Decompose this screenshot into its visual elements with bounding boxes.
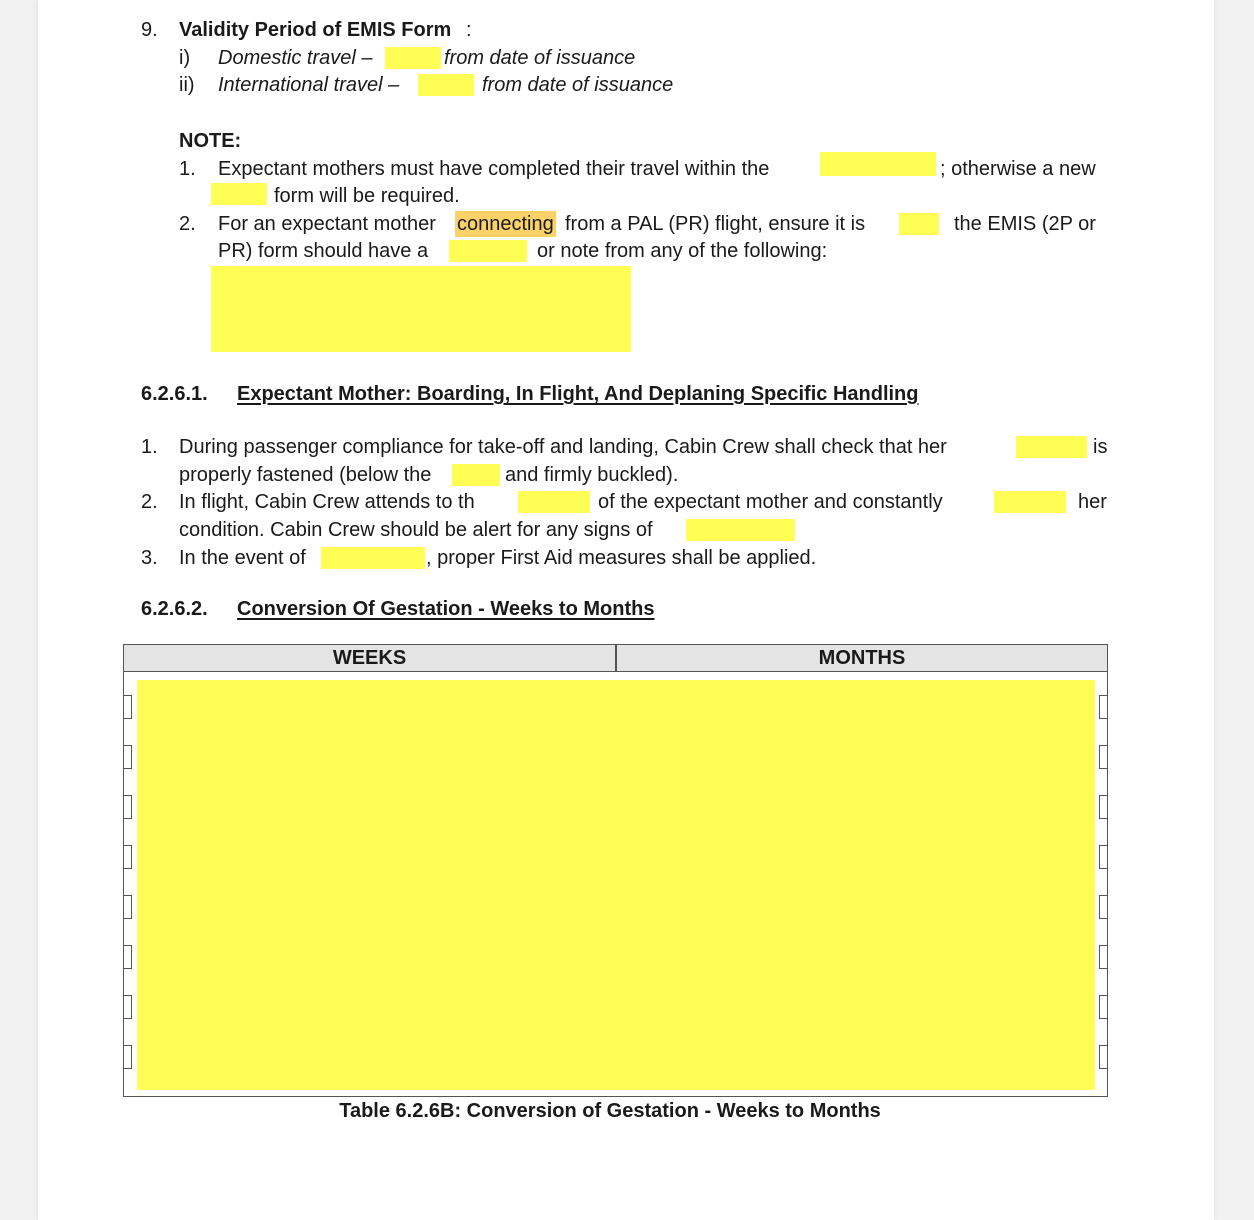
section-6261-number: 6.2.6.1.: [141, 383, 208, 405]
item-6261-1-line2-end: and firmly buckled).: [505, 464, 679, 486]
domestic-travel-num: i): [179, 47, 191, 69]
domestic-travel-label: Domestic travel –: [218, 47, 373, 69]
item-6261-2-line1-end: her: [1078, 491, 1107, 513]
table-row-border: [124, 995, 132, 1019]
item-6261-1-num: 1.: [141, 436, 158, 458]
domestic-travel-suffix: from date of issuance: [444, 47, 636, 69]
section-9-title: Validity Period of EMIS Form: [179, 19, 452, 41]
table-row-border: [124, 795, 132, 819]
table-row-border: [1099, 895, 1107, 919]
item-6261-3-line1-end: , proper First Aid measures shall be applied.: [426, 547, 817, 569]
international-travel-label: International travel –: [218, 74, 400, 96]
note-item-2-line1-end: the EMIS (2P or: [954, 213, 1096, 235]
table-row-border: [1099, 1045, 1107, 1069]
section-9-colon: :: [466, 19, 472, 41]
redaction-belt-position: [452, 464, 500, 486]
redaction-note-1-form: [211, 183, 267, 205]
note-item-2-num: 2.: [179, 213, 196, 235]
document-page: [38, 0, 1214, 1220]
redaction-note-2-document: [449, 240, 527, 262]
note-item-2-line2: PR) form should have a: [218, 240, 429, 262]
table-row-border: [124, 945, 132, 969]
redaction-note-1-period: [820, 152, 936, 176]
table-row-border: [1099, 845, 1107, 869]
note-item-1-line2: form will be required.: [274, 185, 460, 207]
item-6261-2-line2: condition. Cabin Crew should be alert for any signs of: [179, 519, 653, 541]
item-6261-3-line1: In the event of: [179, 547, 306, 569]
note-item-1-line1-end: ; otherwise a new: [940, 158, 1096, 180]
note-item-2-line2-end: or note from any of the following:: [537, 240, 828, 262]
redaction-domestic-period: [385, 47, 441, 69]
item-6261-2-line1: In flight, Cabin Crew attends to th: [179, 491, 475, 513]
table-header-months: MONTHS: [818, 647, 906, 669]
redaction-signs: [686, 519, 795, 541]
table-row-border: [124, 895, 132, 919]
highlight-connecting: connecting: [457, 213, 554, 235]
note-item-1-line1: Expectant mothers must have completed their travel within the: [218, 158, 770, 180]
note-item-1-num: 1.: [179, 158, 196, 180]
table-row-border: [1099, 945, 1107, 969]
table-caption: Table 6.2.6B: Conversion of Gestation - Weeks to Months: [339, 1100, 881, 1122]
redaction-event: [321, 547, 425, 569]
redaction-authorized-list: [211, 266, 631, 352]
item-6261-1-line1: During passenger compliance for take-off and landing, Cabin Crew shall check that her: [179, 436, 947, 458]
section-6262-number: 6.2.6.2.: [141, 598, 208, 620]
redaction-note-2-timing: [899, 213, 939, 235]
note-item-2-line1-a: For an expectant mother: [218, 213, 436, 235]
international-travel-num: ii): [179, 74, 195, 96]
item-6261-2-num: 2.: [141, 491, 158, 513]
section-6261-title: Expectant Mother: Boarding, In Flight, And Deplaning Specific Handling: [237, 383, 919, 405]
table-row-border: [124, 745, 132, 769]
item-6261-3-num: 3.: [141, 547, 158, 569]
table-row-border: [124, 845, 132, 869]
redaction-seatbelt: [1016, 436, 1087, 458]
redaction-monitors: [994, 491, 1066, 513]
redaction-needs: [518, 491, 590, 513]
redaction-international-period: [418, 74, 474, 96]
table-header-row: [124, 645, 1107, 672]
table-row-border: [124, 1045, 132, 1069]
table-row-border: [1099, 795, 1107, 819]
redaction-table-body: [137, 680, 1095, 1090]
table-header-weeks: WEEKS: [332, 647, 407, 669]
table-row-border: [124, 695, 132, 719]
gestation-table: [123, 644, 1108, 1097]
section-9-number: 9.: [141, 19, 158, 41]
note-heading: NOTE:: [179, 130, 242, 152]
note-item-2-line1-b: from a PAL (PR) flight, ensure it is: [565, 213, 866, 235]
table-row-border: [1099, 745, 1107, 769]
item-6261-1-line1-end: is: [1093, 436, 1108, 458]
item-6261-1-line2: properly fastened (below the: [179, 464, 432, 486]
section-6262-title: Conversion Of Gestation - Weeks to Months: [237, 598, 655, 620]
item-6261-2-line1-mid: of the expectant mother and constantly: [598, 491, 943, 513]
table-row-border: [1099, 995, 1107, 1019]
international-travel-suffix: from date of issuance: [482, 74, 674, 96]
table-row-border: [1099, 695, 1107, 719]
